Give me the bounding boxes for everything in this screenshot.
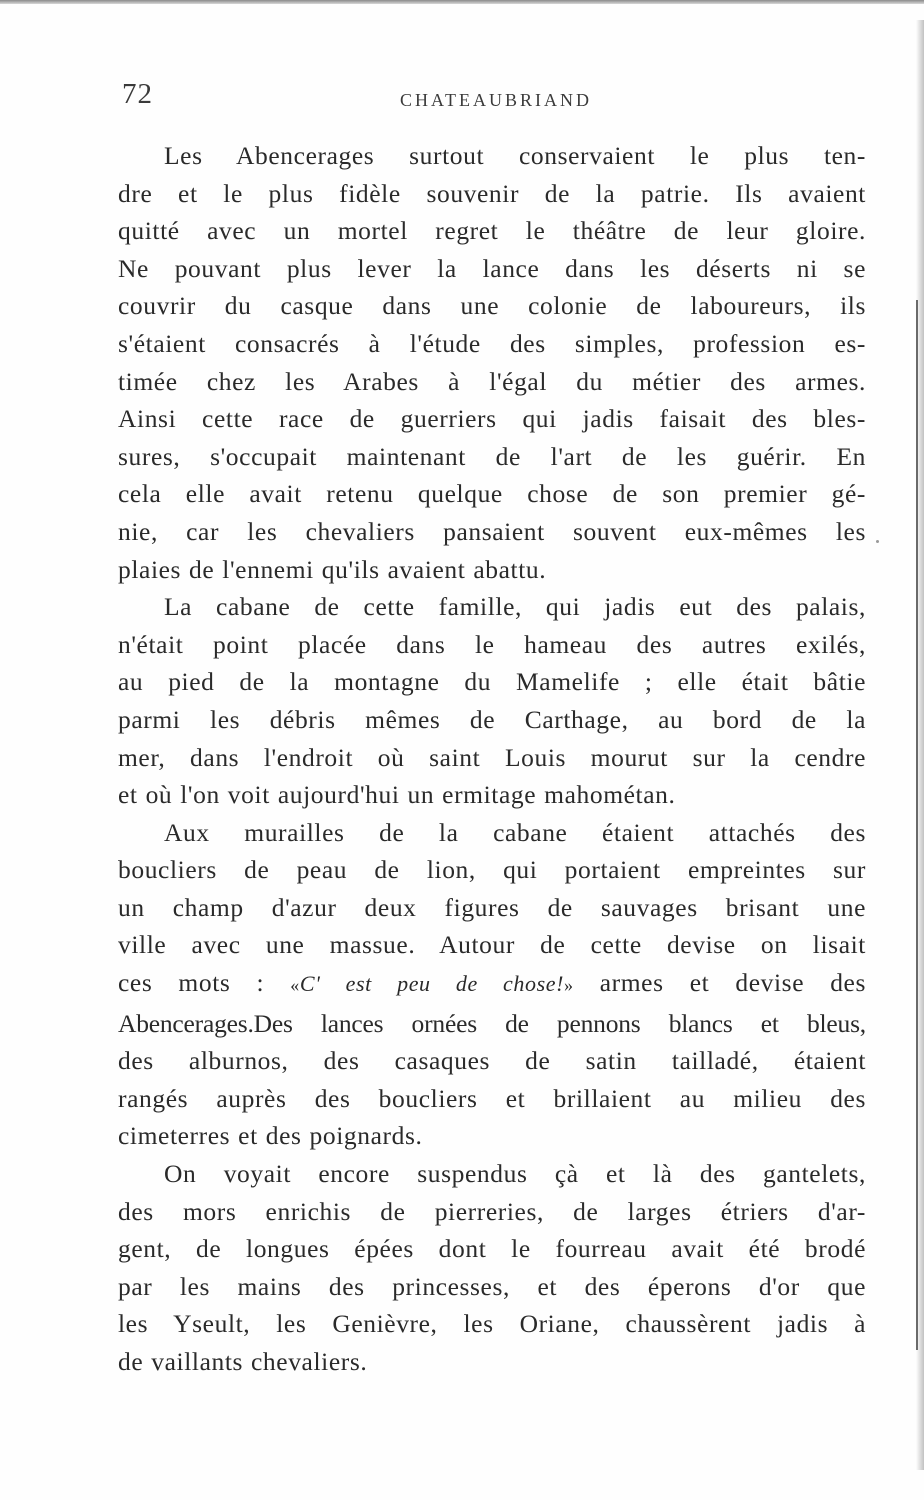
text-line: dre et le plus fidèle souvenir de la patrie. Ils avaient	[118, 178, 866, 208]
text-line-prefix: ces mots :	[118, 968, 265, 998]
text-line: au pied de la montagne du Mamelife ; elle était bâtie	[118, 667, 866, 697]
text-line: gent, de longues épées dont le fourreau avait été brodé	[118, 1234, 866, 1264]
text-line: Les Abencerages surtout conservaient le plus ten-	[164, 141, 866, 170]
text-line: Ainsi cette race de guerriers qui jadis faisait des bles-	[118, 404, 866, 434]
text-line: sures, s'occupait maintenant de l'art de les guérir. En	[118, 441, 866, 471]
paragraph-3	[118, 814, 866, 1155]
text-line: timée chez les Arabes à l'égal du métier des armes.	[118, 366, 866, 396]
motto-open-quote: «	[290, 975, 300, 996]
paragraph-1	[118, 137, 866, 588]
text-line: n'était point placée dans le hameau des autres exilés,	[118, 629, 866, 659]
text-line: des mors enrichis de pierreries, de larges étriers d'ar-	[118, 1196, 866, 1226]
motto-close-quote: »	[564, 975, 574, 996]
text-line: mer, dans l'endroit où saint Louis mourut sur la cendre	[118, 742, 866, 772]
text-line: boucliers de peau de lion, qui portaient empreintes sur	[118, 855, 866, 885]
text-line-suffix: armes et devise des	[599, 968, 866, 998]
text-line: par les mains des princesses, et des éperons d'or que	[118, 1271, 866, 1301]
print-speck	[876, 540, 879, 543]
text-line: un champ d'azur deux figures de sauvages brisant une	[118, 892, 866, 922]
text-line: cela elle avait retenu quelque chose de son premier gé-	[118, 479, 866, 509]
text-line: s'étaient consacrés à l'étude des simples, profession es-	[118, 328, 866, 358]
text-line: les Yseult, les Genièvre, les Oriane, chaussèrent jadis à	[118, 1309, 866, 1339]
text-line: quitté avec un mortel regret le théâtre de leur gloire.	[118, 216, 866, 246]
text-line: Aux murailles de la cabane étaient attachés des	[164, 817, 866, 847]
paragraph-4	[118, 1155, 866, 1381]
text-line: couvrir du casque dans une colonie de laboureurs, ils	[118, 291, 866, 321]
text-line: de vaillants chevaliers.	[118, 1347, 368, 1376]
text-line: La cabane de cette famille, qui jadis eut des palais,	[164, 592, 866, 622]
text-line: Ne pouvant plus lever la lance dans les déserts ni se	[118, 253, 866, 283]
text-line: plaies de l'ennemi qu'ils avaient abattu.	[118, 554, 547, 584]
text-line: ville avec une massue. Autour de cette devise on lisait	[118, 930, 866, 960]
body-text	[118, 137, 866, 1381]
text-line: cimeterres et des poignards.	[118, 1121, 423, 1151]
page-top-edge	[0, 0, 924, 4]
motto-text: C' est peu de chose!	[299, 971, 565, 997]
text-line: des alburnos, des casaques de satin tailladé, étaient	[118, 1046, 866, 1076]
text-line: parmi les débris mêmes de Carthage, au bord de la	[118, 704, 866, 734]
page-number: 72	[122, 78, 153, 110]
page-edge-line	[916, 300, 918, 1350]
paragraph-2	[118, 588, 866, 814]
motto-line	[118, 964, 866, 1005]
running-head: CHATEAUBRIAND	[400, 90, 592, 110]
text-line: nie, car les chevaliers pansaient souvent eux-mêmes les	[118, 516, 866, 546]
text-line: rangés auprès des boucliers et brillaient au milieu des	[118, 1083, 866, 1113]
text-line: On voyait encore suspendus çà et là des gantelets,	[164, 1159, 866, 1189]
text-line: et où l'on voit aujourd'hui un ermitage mahométan.	[118, 780, 676, 810]
text-line: Abencerages.Des lances ornées de pennons blancs et bleus,	[118, 1008, 866, 1038]
